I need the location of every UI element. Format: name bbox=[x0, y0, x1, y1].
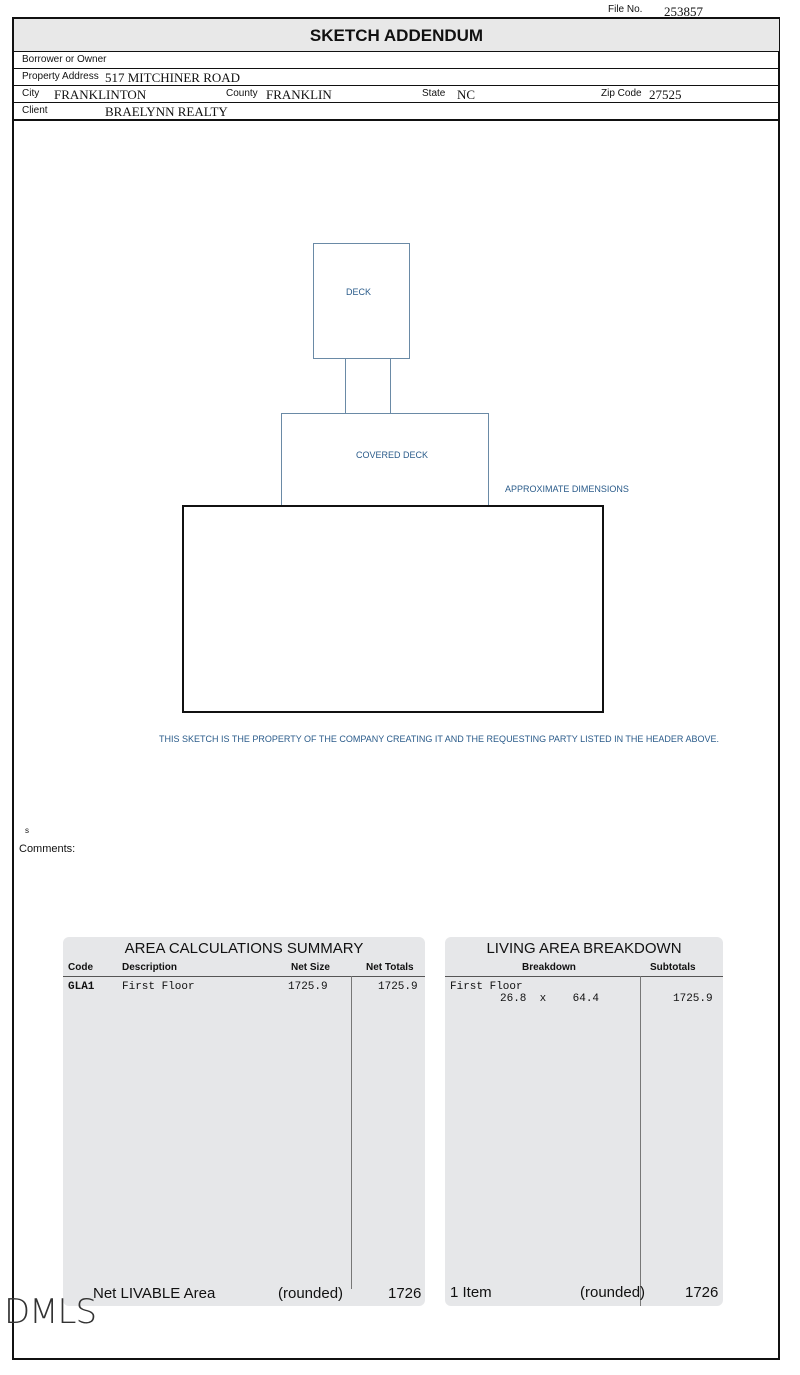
net-livable-label: Net LIVABLE Area bbox=[93, 1285, 216, 1302]
net-livable-rounded: (rounded) bbox=[278, 1285, 344, 1302]
covered-deck-label: COVERED DECK bbox=[356, 450, 429, 460]
row-net-total: 1725.9 bbox=[378, 981, 418, 993]
sketch-marker: s bbox=[25, 826, 29, 835]
deck-stairs-right bbox=[390, 359, 391, 414]
living-area-panel bbox=[445, 937, 723, 1306]
borrower-row bbox=[14, 52, 779, 69]
property-value: 517 MITCHINER ROAD bbox=[105, 70, 241, 85]
column-divider bbox=[351, 976, 352, 1289]
breakdown-label: First Floor bbox=[450, 981, 523, 993]
col-code: Code bbox=[68, 962, 93, 973]
living-area-title: LIVING AREA BREAKDOWN bbox=[486, 940, 682, 957]
state-label: State bbox=[422, 88, 446, 99]
col-net-totals: Net Totals bbox=[366, 962, 414, 973]
client-value: BRAELYNN REALTY bbox=[105, 104, 228, 119]
first-floor-shape bbox=[182, 505, 604, 713]
county-value: FRANKLIN bbox=[266, 87, 332, 102]
approx-dimensions-label: APPROXIMATE DIMENSIONS bbox=[505, 484, 629, 494]
deck-label: DECK bbox=[346, 287, 372, 297]
breakdown-dims: 26.8 x 64.4 bbox=[500, 993, 600, 1005]
client-label: Client bbox=[22, 105, 48, 116]
dmls-watermark: DMLS bbox=[4, 1292, 97, 1332]
row-net-size: 1725.9 bbox=[288, 981, 328, 993]
header-divider bbox=[14, 119, 779, 121]
breakdown-subtotal: 1725.9 bbox=[673, 993, 713, 1005]
deck-stairs-left bbox=[345, 359, 346, 414]
property-label: Property Address bbox=[22, 71, 99, 82]
col-subtotals: Subtotals bbox=[650, 962, 696, 973]
deck-shape bbox=[313, 243, 410, 359]
zip-value: 27525 bbox=[649, 87, 682, 102]
borrower-label: Borrower or Owner bbox=[22, 54, 107, 65]
col-net-size: Net Size bbox=[291, 962, 330, 973]
breakdown-total: 1726 bbox=[685, 1284, 719, 1301]
page-title: SKETCH ADDENDUM bbox=[14, 19, 779, 52]
row-code: GLA1 bbox=[68, 981, 95, 993]
comments-label: Comments: bbox=[19, 843, 76, 855]
city-value: FRANKLINTON bbox=[54, 87, 147, 102]
file-number-value: 253857 bbox=[664, 4, 703, 19]
header-rule bbox=[445, 976, 723, 977]
row-description: First Floor bbox=[122, 981, 195, 993]
county-label: County bbox=[226, 88, 258, 99]
column-divider bbox=[640, 976, 641, 1306]
col-description: Description bbox=[122, 962, 178, 973]
city-label: City bbox=[22, 88, 40, 99]
property-row bbox=[14, 69, 779, 86]
city-row bbox=[14, 86, 779, 103]
item-count: 1 Item bbox=[450, 1284, 492, 1301]
state-value: NC bbox=[457, 87, 476, 102]
col-breakdown: Breakdown bbox=[522, 962, 576, 973]
area-calculations-title: AREA CALCULATIONS SUMMARY bbox=[124, 940, 364, 957]
breakdown-rounded: (rounded) bbox=[580, 1284, 646, 1301]
net-livable-value: 1726 bbox=[388, 1285, 422, 1302]
zip-label: Zip Code bbox=[601, 88, 642, 99]
client-row bbox=[14, 103, 779, 119]
area-calculations-panel bbox=[63, 937, 425, 1306]
header-rule bbox=[63, 976, 425, 977]
sketch-disclaimer: THIS SKETCH IS THE PROPERTY OF THE COMPANY CREATING IT AND THE REQUESTING PARTY LISTED IN THE HEADER ABOVE. bbox=[159, 734, 719, 744]
file-number-label: File No. bbox=[608, 4, 643, 15]
